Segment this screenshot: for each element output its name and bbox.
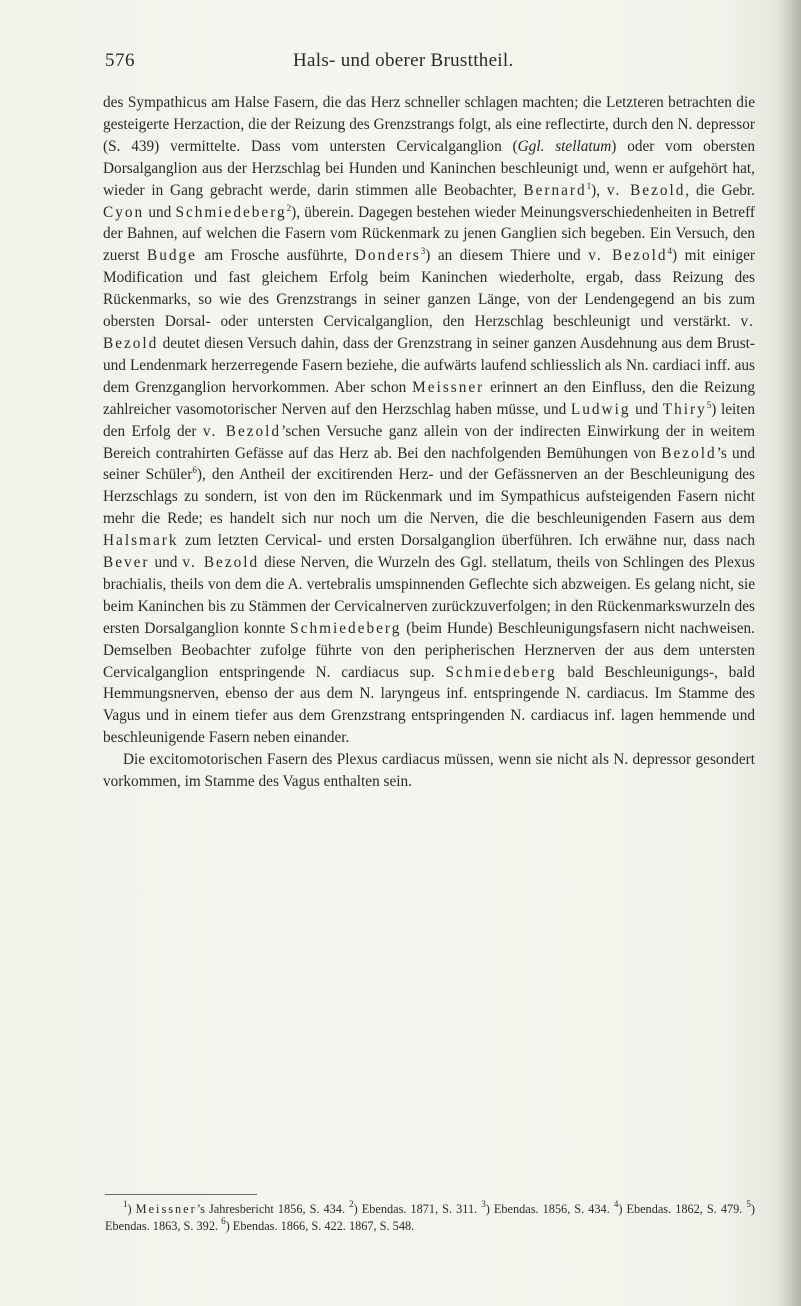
author-name: Schmiedeberg: [175, 203, 287, 221]
author-name: Bever: [103, 554, 150, 572]
author-name: Budge: [147, 247, 197, 265]
author-name: Schmiedeberg: [290, 619, 402, 637]
footnote-text: ) Ebendas. 1856, S. 434.: [485, 1202, 614, 1216]
footnote-marker: 3: [481, 1199, 486, 1209]
paragraph-1: [103, 92, 755, 749]
body-text: [103, 92, 755, 793]
page-number: 576: [105, 50, 135, 71]
text-run: ) oder vom obersten Dorsalganglion aus der Herzschlag bei Hunden und Kaninchen beschleunigt und, wenn er aufgehört hat, wieder in Gang gebracht werde, darin stimmen alle Beobachter,: [103, 137, 755, 199]
footnote-ref[interactable]: 2: [286, 202, 292, 213]
text-run: des Sympathicus am Halse Fasern, die das Herz schneller schlagen machten; die Letzteren betrachten die gesteigerte Herzaction, die der Reizung des Grenzstrangs folgt, als eine reflectirte, durch den N. depressor (S. 439) vermittelte. Dass vom untersten Cervicalganglion (: [103, 94, 755, 155]
footnote-text: ) Ebendas. 1866, S. 422. 1867, S. 548.: [225, 1219, 415, 1234]
text-run: am Frosche ausführte,: [196, 247, 355, 265]
footnote-block: [105, 1201, 755, 1236]
author-name: Donders: [354, 247, 421, 265]
footnote-marker: 1: [123, 1199, 128, 1209]
footnote-marker: 6: [221, 1216, 226, 1227]
italic-term: Ggl. stellatum: [517, 137, 612, 155]
text-run: ), überein. Dagegen bestehen wieder Meinungsverschiedenheiten in Betreff der Bahnen, auf welchen die Fasern vom Rückenmark zu jenen Ganglien sich begeben. Ein Versuch, den zuerst: [103, 203, 755, 265]
text-run: diese Nerven, die Wurzeln des Ggl. stellatum, theils von Schlingen des Plexus brachialis, theils von dem die A. vertebralis umspinnenden Geflechte sich abzweigen. Es gelang nicht, sie beim Kaninchen bis zu Stämmen der Cervicalnerven zurückzuverfolgen; in den Rückenmarkswurzeln des ersten Dorsalganglion konnte: [103, 554, 755, 637]
author-name: v. Bezold: [182, 554, 260, 572]
text-run: und: [630, 400, 663, 418]
text-run: erinnert an den Einfluss, den die Reizung zahlreicher vasomotorischer Nerven auf den Herzschlag haben müsse, und: [103, 378, 755, 418]
page-edge-shadow: [779, 0, 801, 1306]
running-head: Hals- und oberer Brusttheil.: [293, 50, 514, 71]
footnote-text: ) Ebendas. 1863, S. 392.: [105, 1202, 756, 1234]
footnote-ref[interactable]: 3: [420, 246, 426, 257]
text-run: ) mit einiger Modification und fast gleichem Erfolg beim Kaninchen wiederholte, ergab, dass Reizung des Rückenmarks, so wie des Grenzstrangs in seiner ganzen Länge, von der Lendengegend an bis zum obersten Dorsal- oder untersten Cervicalganglion, den Herzschlag beschleunigt und verstärkt.: [103, 247, 755, 331]
emphasized-term: Halsmark: [103, 532, 179, 550]
text-run: deutet diesen Versuch dahin, dass der Grenzstrang in seiner ganzen Ausdehnung aus dem Brust- und Lendenmark herzerregende Fasern beziehe, die aufwärts laufend schliesslich als Nn. cardiaci inff. aus dem Grenzganglion hervorkommen. Aber schon: [103, 334, 755, 396]
text-run: ) an diesem Thiere und: [425, 247, 589, 265]
text-run: zum letzten Cervical- und ersten Dorsalganglion überführen. Ich erwähne nur, dass nach: [178, 532, 755, 550]
author-name: v. Bezold: [103, 313, 755, 352]
author-name: Ludwig: [570, 400, 631, 418]
text-run: ),: [591, 181, 607, 199]
footnote-marker: 4: [613, 1199, 619, 1209]
footnote-text: ’s Jahresbericht 1856, S. 434.: [196, 1202, 350, 1216]
text-run: und: [149, 554, 183, 572]
author-name: Thiry: [662, 400, 707, 418]
text-run: ), den Antheil der excitirenden Herz- und der Gefässnerven an der Beschleunigung des Herzschlags zu sondern, ist von den im Rückenmark und im Sympathicus aufsteigenden Fasern nicht mehr die Rede; es handelt sich nur noch um die Nerven, die die beschleunigenden Fasern aus dem: [103, 466, 755, 528]
footnote-ref[interactable]: 5: [706, 399, 712, 410]
page-header: [105, 50, 755, 76]
author-name: Cyon: [103, 203, 145, 221]
text-run: und: [144, 203, 176, 221]
text-run: bald Beschleunigungs-, bald Hemmungsnerven, ebenso der aus dem N. laryngeus inf. entspringende N. cardiacus. Im Stamme des Vagus und in einem tiefer aus dem Grenzstrang entspringenden N. cardiacus inf. lagen hemmende und beschleunigende Fasern neben einander.: [103, 663, 755, 747]
author-name: v. Bezold: [202, 422, 282, 440]
text-run: , die Gebr.: [685, 181, 756, 199]
footnote-ref[interactable]: 1: [586, 180, 592, 191]
author-name: v. Bezold: [588, 247, 668, 265]
footnote-ref[interactable]: 6: [192, 465, 197, 476]
footnote-marker: 5: [746, 1199, 751, 1209]
footnotes: [105, 1201, 755, 1236]
footnote-paren: ): [127, 1202, 136, 1216]
footnote-text: ) Ebendas. 1871, S. 311.: [353, 1202, 482, 1216]
author-name: Bernard: [523, 181, 587, 199]
author-name: Schmiedeberg: [445, 663, 557, 681]
footnote-ref[interactable]: 4: [667, 246, 672, 257]
author-name: Bezold: [661, 444, 717, 462]
author-name: Meissner: [412, 378, 485, 396]
text-run: (beim Hunde) Beschleunigungsfasern nicht nachweisen. Demselben Beobachter zufolge führte von den peripherischen Herznerven der aus dem untersten Cervicalganglion entspringende N. cardiacus sup.: [103, 619, 756, 681]
footnote-text: ) Ebendas. 1862, S. 479.: [618, 1202, 747, 1216]
footnote-divider: [105, 1194, 257, 1195]
footnote-marker: 2: [349, 1199, 354, 1209]
author-name: v. Bezold: [606, 181, 686, 199]
text-run: ’s und seiner Schüler: [103, 444, 755, 484]
author-name: Meissner: [135, 1202, 197, 1216]
text-run: ’schen Versuche ganz allein von der indirecten Einwirkung der in weitem Bereich contrahirten Gefässe auf das Herz ab. Bei den nachfolgenden Bemühungen von: [103, 422, 756, 462]
text-run: ) leiten den Erfolg der: [103, 400, 755, 440]
paragraph-2: Die excitomotorischen Fasern des Plexus cardiacus müssen, wenn sie nicht als N. depressor gesondert vorkommen, im Stamme des Vagus enthalten sein.: [103, 751, 755, 791]
